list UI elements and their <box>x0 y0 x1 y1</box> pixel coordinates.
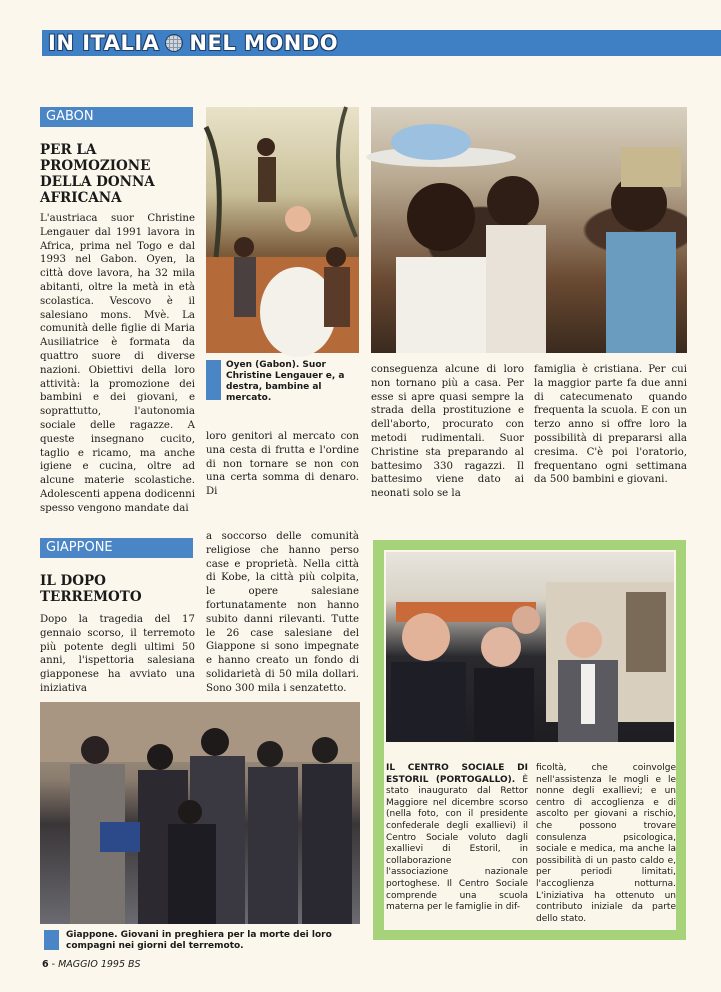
photo-meeting-illustration <box>386 552 674 742</box>
giappone-photo-caption: Giappone. Giovani in preghiera per la morte dei loro compagni nei giorni del terremoto. <box>66 930 332 951</box>
header-part1: IN ITALIA <box>48 31 160 55</box>
photo-young-people-praying <box>40 702 360 924</box>
giappone-headline: IL DOPO TERREMOTO <box>40 573 142 605</box>
giappone-text-col2: a soccorso delle comunità religiose che hanno perso case e proprietà. Nella città di Kobe, la città più colpita, le opere salesiane fortunatamente non hanno subito danni rilevanti. Tutte le 26 case salesiane del Giappone si sono impegnate e hanno creato un fondo di solidarietà di 50 mila dollari. Sono 300 mila i senzatetto. <box>206 531 359 694</box>
caption-marker <box>44 930 59 950</box>
giappone-text-col1: Dopo la tragedia del 17 gennaio scorso, il terremoto più potente degli ultimi 50 anni, l'ispettoria salesiana giapponese ha avviato una iniziativa <box>40 614 195 694</box>
portugal-text-col1-body: È stato inaugurato dal Rettor Maggiore nel dicembre scorso (nella foto, con il presidente confederale degli exallievi) il Centro Sociale voluto dagli exallievi di Estoril, in collaborazione con l'associazione nazionale portoghese. Il Centro Sociale comprende una scuola materna per le famiglie in dif- <box>386 774 528 913</box>
photo-market-illustration <box>371 107 687 353</box>
gabon-headline: PER LA PROMOZIONE DELLA DONNA AFRICANA <box>40 142 155 206</box>
gabon-text-col3: conseguenza alcune di loro non tornano più a casa. Per esse si apre quasi sempre la strada della prostituzione e dell'aborto, procurato con metodi rudimentali. Suor Christine sta preparando al battesimo 330 ragazzi. Il battesimo viene dato ai neonati solo se la <box>371 364 524 500</box>
photo-oyen-nun-children <box>206 107 359 353</box>
page-number: 6 <box>42 959 49 970</box>
portugal-title: IL CENTRO SOCIALE DI ESTORIL (PORTOGALLO). <box>386 763 528 785</box>
caption-marker <box>206 360 221 400</box>
portugal-text-col2: ficoltà, che coinvolge nell'assistenza le mogli e le nonne degli exallievi; e un centro di accoglienza e di ascolto per giovani a rischio, che possono trovare consulenza psicologica, sociale e medica, ma anche la possibilità di un pasto caldo e, per periodi limitati, l'accoglienza notturna. L'iniziativa ha ottenuto un contributo iniziale da parte dello stato. <box>536 763 676 924</box>
photo-girls-at-market <box>371 107 687 353</box>
photo-oyen-illustration <box>206 107 359 353</box>
gabon-text-col2: loro genitori al mercato con una cesta di frutta e l'ordine di non tornare se non con una certa somma di denaro. Di <box>206 431 359 498</box>
header-part2: NEL MONDO <box>189 31 339 55</box>
photo-crowd-illustration <box>40 702 360 924</box>
page-footer: 6 - MAGGIO 1995 BS <box>42 959 141 970</box>
photo-estoril-inauguration <box>386 552 674 742</box>
section-label-giappone: GIAPPONE <box>40 538 193 558</box>
gabon-photo-caption: Oyen (Gabon). Suor Christine Lengauer e, a destra, bambine al mercato. <box>226 360 345 403</box>
gabon-text-col4: famiglia è cristiana. Per cui la maggior parte fa due anni di catecumenato quando frequenta la scuola. E con un terzo anno si offre loro la possibilità di prepararsi alla cresima. C'è poi l'oratorio, frequentano ogni settimana da 500 bambini e giovani. <box>534 364 687 486</box>
section-header-title <box>48 29 338 57</box>
portugal-text-col1 <box>386 763 528 914</box>
globe-icon <box>165 34 183 52</box>
section-label-gabon: GABON <box>40 107 193 127</box>
gabon-text-col1: L'austriaca suor Christine Lengauer dal 1991 lavora in Africa, prima nel Togo e dal 1993 nel Gabon. Oyen, la città dove lavora, ha 32 mila abitanti, oltre la metà in età scolastica. Vescovo è il salesiano mons. Mvè. La comunità delle figlie di Maria Ausiliatrice è formata da quattro suore di diverse nazioni. Obiettivi della loro attività: la promozione dei bambini e dei giovani, e soprattutto, l'autonomia sociale delle ragazze. A queste insegnano cucito, taglio e ricamo, ma anche igiene e cucina, oltre ad alcune materie scolastiche. Adolescenti appena dodicenni spesso vengono mandate dai <box>40 213 195 514</box>
issue-date: MAGGIO 1995 BS <box>58 959 141 970</box>
